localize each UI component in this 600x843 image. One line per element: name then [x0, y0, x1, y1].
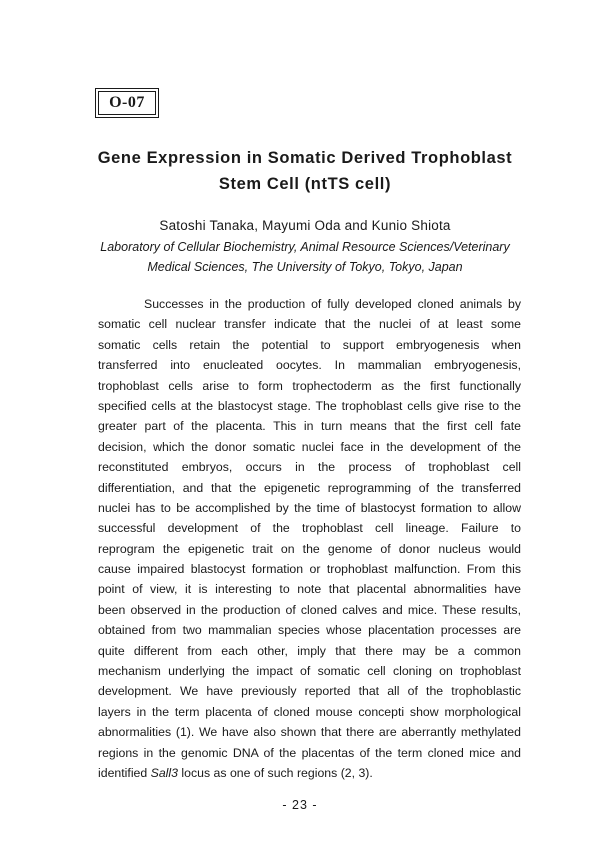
- body-line-last: [98, 763, 521, 783]
- body-line: regions in the genomic DNA of the placentas of the term cloned mice and: [98, 745, 521, 760]
- abstract-code: O-07: [109, 94, 145, 111]
- title-line-2: Stem Cell (ntTS cell): [218, 175, 392, 193]
- body-line: greater part of the placenta. This in turn means that the first cell fate: [98, 419, 521, 434]
- author-list: Satoshi Tanaka, Mayumi Oda and Kunio Shiota: [159, 218, 451, 233]
- abstract-body: [98, 294, 521, 783]
- body-line: somatic cells retain the potential to support embryogenesis when: [98, 337, 521, 352]
- body-line: trophoblast cells arise to form trophectoderm as the first functionally: [98, 378, 521, 393]
- body-line: cause impaired blastocyst formation or trophoblast malfunction. From this: [98, 562, 521, 577]
- body-text-fragment: locus as one of such regions (2, 3).: [178, 765, 373, 780]
- body-line: development. We have previously reported that all of the trophoblastic: [98, 684, 521, 699]
- affiliation-line-1: Laboratory of Cellular Biochemistry, Animal Resource Sciences/Veterinary: [100, 240, 510, 254]
- body-line: decision, which the donor somatic nuclei face in the development of the: [98, 439, 521, 454]
- body-line: transferred into enucleated oocytes. In mammalian embryogenesis,: [98, 358, 521, 373]
- body-line: Successes in the production of fully developed cloned animals by: [144, 297, 521, 311]
- body-line: nuclei has to be accomplished by the time of blastocyst formation to allow: [98, 500, 521, 515]
- body-line: layers in the term placenta of cloned mouse concepti show morphological: [98, 704, 521, 719]
- body-line: point of view, it is interesting to note that placental abnormalities have: [98, 582, 521, 597]
- body-line: quite different from each other, imply that there may be a common: [98, 643, 521, 658]
- body-text-fragment: identified: [98, 765, 151, 780]
- body-line: mechanism underlying the impact of somatic cell cloning on trophoblast: [98, 664, 521, 679]
- body-line: abnormalities (1). We have also shown that there are aberrantly methylated: [98, 725, 521, 740]
- body-line: somatic cell nuclear transfer indicate that the nuclei of at least some: [98, 317, 521, 332]
- gene-name-italic: Sall3: [150, 765, 178, 780]
- body-line: reconstituted embryos, occurs in the process of trophoblast cell: [98, 460, 521, 475]
- page-number: - 23 -: [282, 798, 318, 812]
- body-line: been observed in the production of cloned calves and mice. These results,: [98, 602, 521, 617]
- body-line: differentiation, and that the epigenetic reprogramming of the transferred: [98, 480, 521, 495]
- body-line: specified cells at the blastocyst stage. The trophoblast cells give rise to the: [98, 398, 521, 413]
- body-line: successful development of the trophoblast cell lineage. Failure to: [98, 521, 521, 536]
- body-line: reprogram the epigenetic trait on the genome of donor nucleus would: [98, 541, 521, 556]
- affiliation-line-2: Medical Sciences, The University of Tokyo, Tokyo, Japan: [147, 260, 463, 274]
- abstract-code-box: [98, 91, 156, 115]
- body-line: obtained from two mammalian species whose placentation processes are: [98, 623, 521, 638]
- title-line-1: Gene Expression in Somatic Derived Trophoblast: [97, 149, 513, 167]
